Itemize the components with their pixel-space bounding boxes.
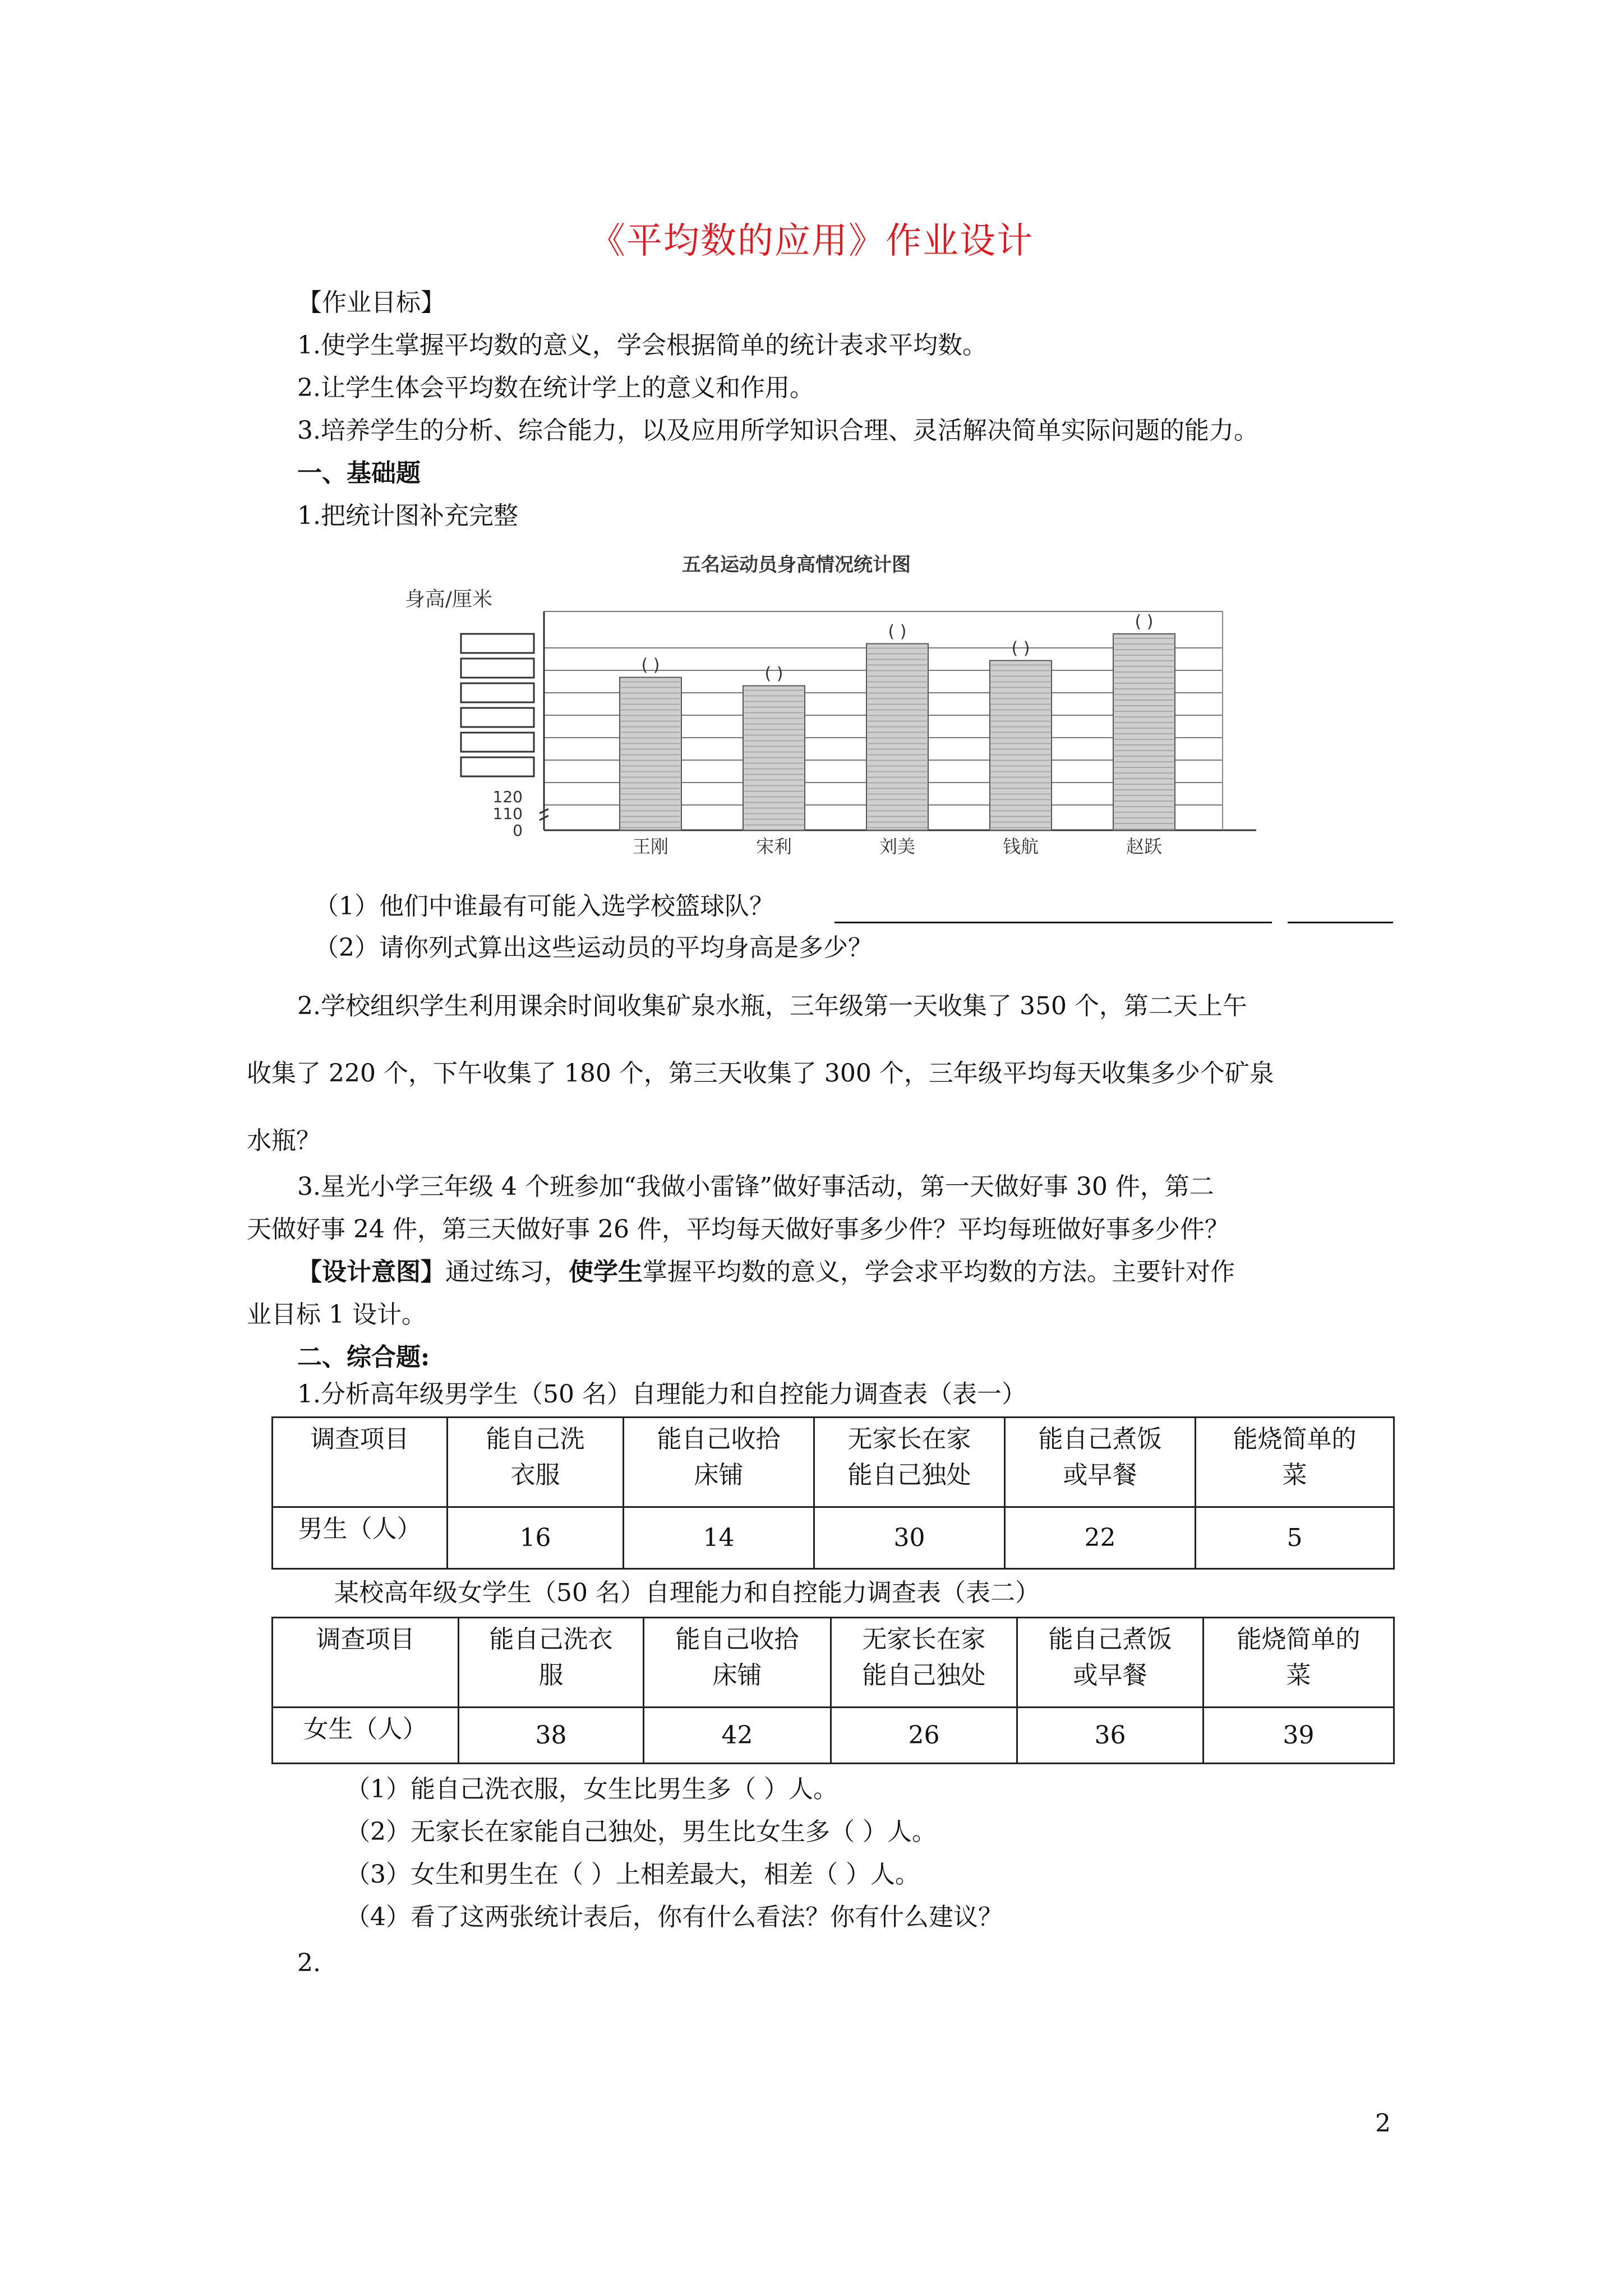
y-tick-label: 120 xyxy=(492,788,523,806)
design-intent-text-b: 掌握平均数的意义，学会求平均数的方法。主要针对作 xyxy=(643,1258,1235,1286)
section2-heading: 二、综合题: xyxy=(297,1343,430,1372)
x-tick-label: 王刚 xyxy=(632,836,669,857)
table-cell: 22 xyxy=(1005,1507,1196,1569)
design-intent-label: 【设计意图】 xyxy=(297,1258,445,1286)
chart-y-axis-label: 身高/厘米 xyxy=(404,588,493,611)
table-cell: 5 xyxy=(1196,1507,1394,1569)
table-header-row xyxy=(273,1418,1394,1507)
question-1-sub1: （1）他们中谁最有可能入选学校篮球队？ xyxy=(314,892,774,921)
question-2-line2: 收集了 220 个，下午收集了 180 个，第三天收集了 300 个，三年级平均每天收集多少个矿泉 xyxy=(247,1059,1274,1088)
table-header-cell xyxy=(1005,1418,1196,1507)
page-number: 2 xyxy=(1375,2109,1391,2138)
table2-caption: 某校高年级女学生（50 名）自理能力和自控能力调查表（表二） xyxy=(334,1579,1040,1607)
table-cell: 16 xyxy=(448,1507,624,1569)
question-1: 1.把统计图补充完整 xyxy=(297,501,518,530)
question-2-line1: 2.学校组织学生利用课余时间收集矿泉水瓶，三年级第一天收集了 350 个，第二天上午 xyxy=(297,992,1247,1020)
bar-value-label: ( ) xyxy=(1135,612,1154,632)
table-header-cell: 调查项目 xyxy=(273,1618,459,1708)
table-header-cell xyxy=(448,1418,624,1507)
header-text: 能烧简单的 菜 xyxy=(1233,1425,1357,1489)
header-text: 能自己煮饭 或早餐 xyxy=(1038,1425,1162,1489)
table-header-cell: 调查项目 xyxy=(273,1418,448,1507)
goals-heading: 【作业目标】 xyxy=(297,288,445,317)
goal-item-3: 3.培养学生的分析、综合能力，以及应用所学知识合理、灵活解决简单实际问题的能力。 xyxy=(297,416,1258,445)
design-intent-line1 xyxy=(297,1255,1235,1289)
design-intent-line2: 业目标 1 设计。 xyxy=(247,1300,426,1329)
table-cell: 26 xyxy=(831,1708,1017,1764)
survey-table-girls xyxy=(271,1617,1395,1764)
header-text: 能自己洗衣 服 xyxy=(489,1625,613,1690)
table-header-cell xyxy=(459,1618,644,1708)
question-3-line2: 天做好事 24 件，第三天做好事 26 件，平均每天做好事多少件？平均每班做好事多少件？ xyxy=(247,1215,1229,1244)
table-cell: 38 xyxy=(459,1708,644,1764)
table-cell: 14 xyxy=(624,1507,814,1569)
chart-title: 五名运动员身高情况统计图 xyxy=(682,554,911,576)
table-cell: 36 xyxy=(1017,1708,1204,1764)
header-text: 能自己洗 衣服 xyxy=(486,1425,585,1489)
y-tick-blank-box xyxy=(461,634,534,653)
row-label: 女生（人） xyxy=(273,1708,459,1764)
y-tick-label: 0 xyxy=(513,821,523,840)
section2-question-1: 1.分析高年级男学生（50 名）自理能力和自控能力调查表（表一） xyxy=(297,1380,1026,1409)
table-header-cell xyxy=(831,1618,1017,1708)
table-header-cell xyxy=(624,1418,814,1507)
y-tick-blank-box xyxy=(461,733,534,752)
table-header-cell xyxy=(814,1418,1005,1507)
header-text: 能自己收拾 床铺 xyxy=(657,1425,781,1489)
y-tick-blank-box xyxy=(461,757,534,776)
header-text: 能烧简单的 菜 xyxy=(1237,1625,1361,1690)
chart-bar xyxy=(620,678,681,831)
answer-line-1 xyxy=(834,922,1272,923)
table-header-cell xyxy=(1196,1418,1394,1507)
table-row xyxy=(273,1507,1394,1569)
height-bar-chart xyxy=(393,550,1267,881)
header-text: 无家长在家 能自己独处 xyxy=(862,1625,986,1690)
bar-value-label: ( ) xyxy=(888,622,907,642)
table-cell: 42 xyxy=(644,1708,831,1764)
x-tick-label: 刘美 xyxy=(879,836,916,857)
goal-item-1: 1.使学生掌握平均数的意义，学会根据简单的统计表求平均数。 xyxy=(297,331,987,360)
x-tick-label: 钱航 xyxy=(1002,836,1039,857)
goal-item-2: 2.让学生体会平均数在统计学上的意义和作用。 xyxy=(297,374,814,402)
answer-line-2 xyxy=(1288,922,1393,923)
section2-sub3: （3）女生和男生在（ ）上相差最大，相差（ ）人。 xyxy=(345,1860,920,1889)
header-text: 能自己煮饭 或早餐 xyxy=(1048,1625,1172,1690)
question-1-sub2: （2）请你列式算出这些运动员的平均身高是多少？ xyxy=(314,933,873,962)
bar-value-label: ( ) xyxy=(641,655,660,675)
section1-heading: 一、基础题 xyxy=(297,459,421,487)
section2-sub4: （4）看了这两张统计表后，你有什么看法？你有什么建议？ xyxy=(345,1903,1003,1931)
table-cell: 39 xyxy=(1204,1708,1394,1764)
bar-value-label: ( ) xyxy=(764,664,783,684)
x-tick-label: 宋利 xyxy=(755,836,792,857)
bar-value-label: ( ) xyxy=(1011,638,1030,659)
design-intent-text-a: 通过练习， xyxy=(445,1258,569,1286)
y-tick-blank-box xyxy=(461,708,534,727)
question-3-line1: 3.星光小学三年级 4 个班参加“我做小雷锋”做好事活动，第一天做好事 30 件，第二 xyxy=(297,1172,1214,1201)
table-header-cell xyxy=(1204,1618,1394,1708)
section2-sub2: （2）无家长在家能自己独处，男生比女生多（ ）人。 xyxy=(345,1818,937,1846)
chart-svg xyxy=(393,550,1267,881)
page-title: 《平均数的应用》作业设计 xyxy=(589,220,1034,262)
y-tick-blank-box xyxy=(461,659,534,678)
x-tick-label: 赵跃 xyxy=(1126,836,1163,857)
table-header-cell xyxy=(1017,1618,1204,1708)
header-text: 能自己收拾 床铺 xyxy=(675,1625,799,1690)
survey-table-boys xyxy=(271,1416,1395,1570)
design-intent-text-bold: 使学生 xyxy=(569,1258,643,1286)
header-text: 无家长在家 能自己独处 xyxy=(847,1425,971,1489)
row-label: 男生（人） xyxy=(273,1507,448,1569)
chart-bar xyxy=(866,644,928,831)
table-header-cell xyxy=(644,1618,831,1708)
section2-sub1: （1）能自己洗衣服，女生比男生多（ ）人。 xyxy=(345,1775,838,1803)
y-tick-label: 110 xyxy=(492,804,523,823)
y-tick-blank-box xyxy=(461,683,534,702)
table-row xyxy=(273,1708,1394,1764)
section2-question-2: 2. xyxy=(297,1949,321,1977)
table-header-row xyxy=(273,1618,1394,1708)
question-2-line3: 水瓶？ xyxy=(247,1126,321,1155)
table-cell: 30 xyxy=(814,1507,1005,1569)
